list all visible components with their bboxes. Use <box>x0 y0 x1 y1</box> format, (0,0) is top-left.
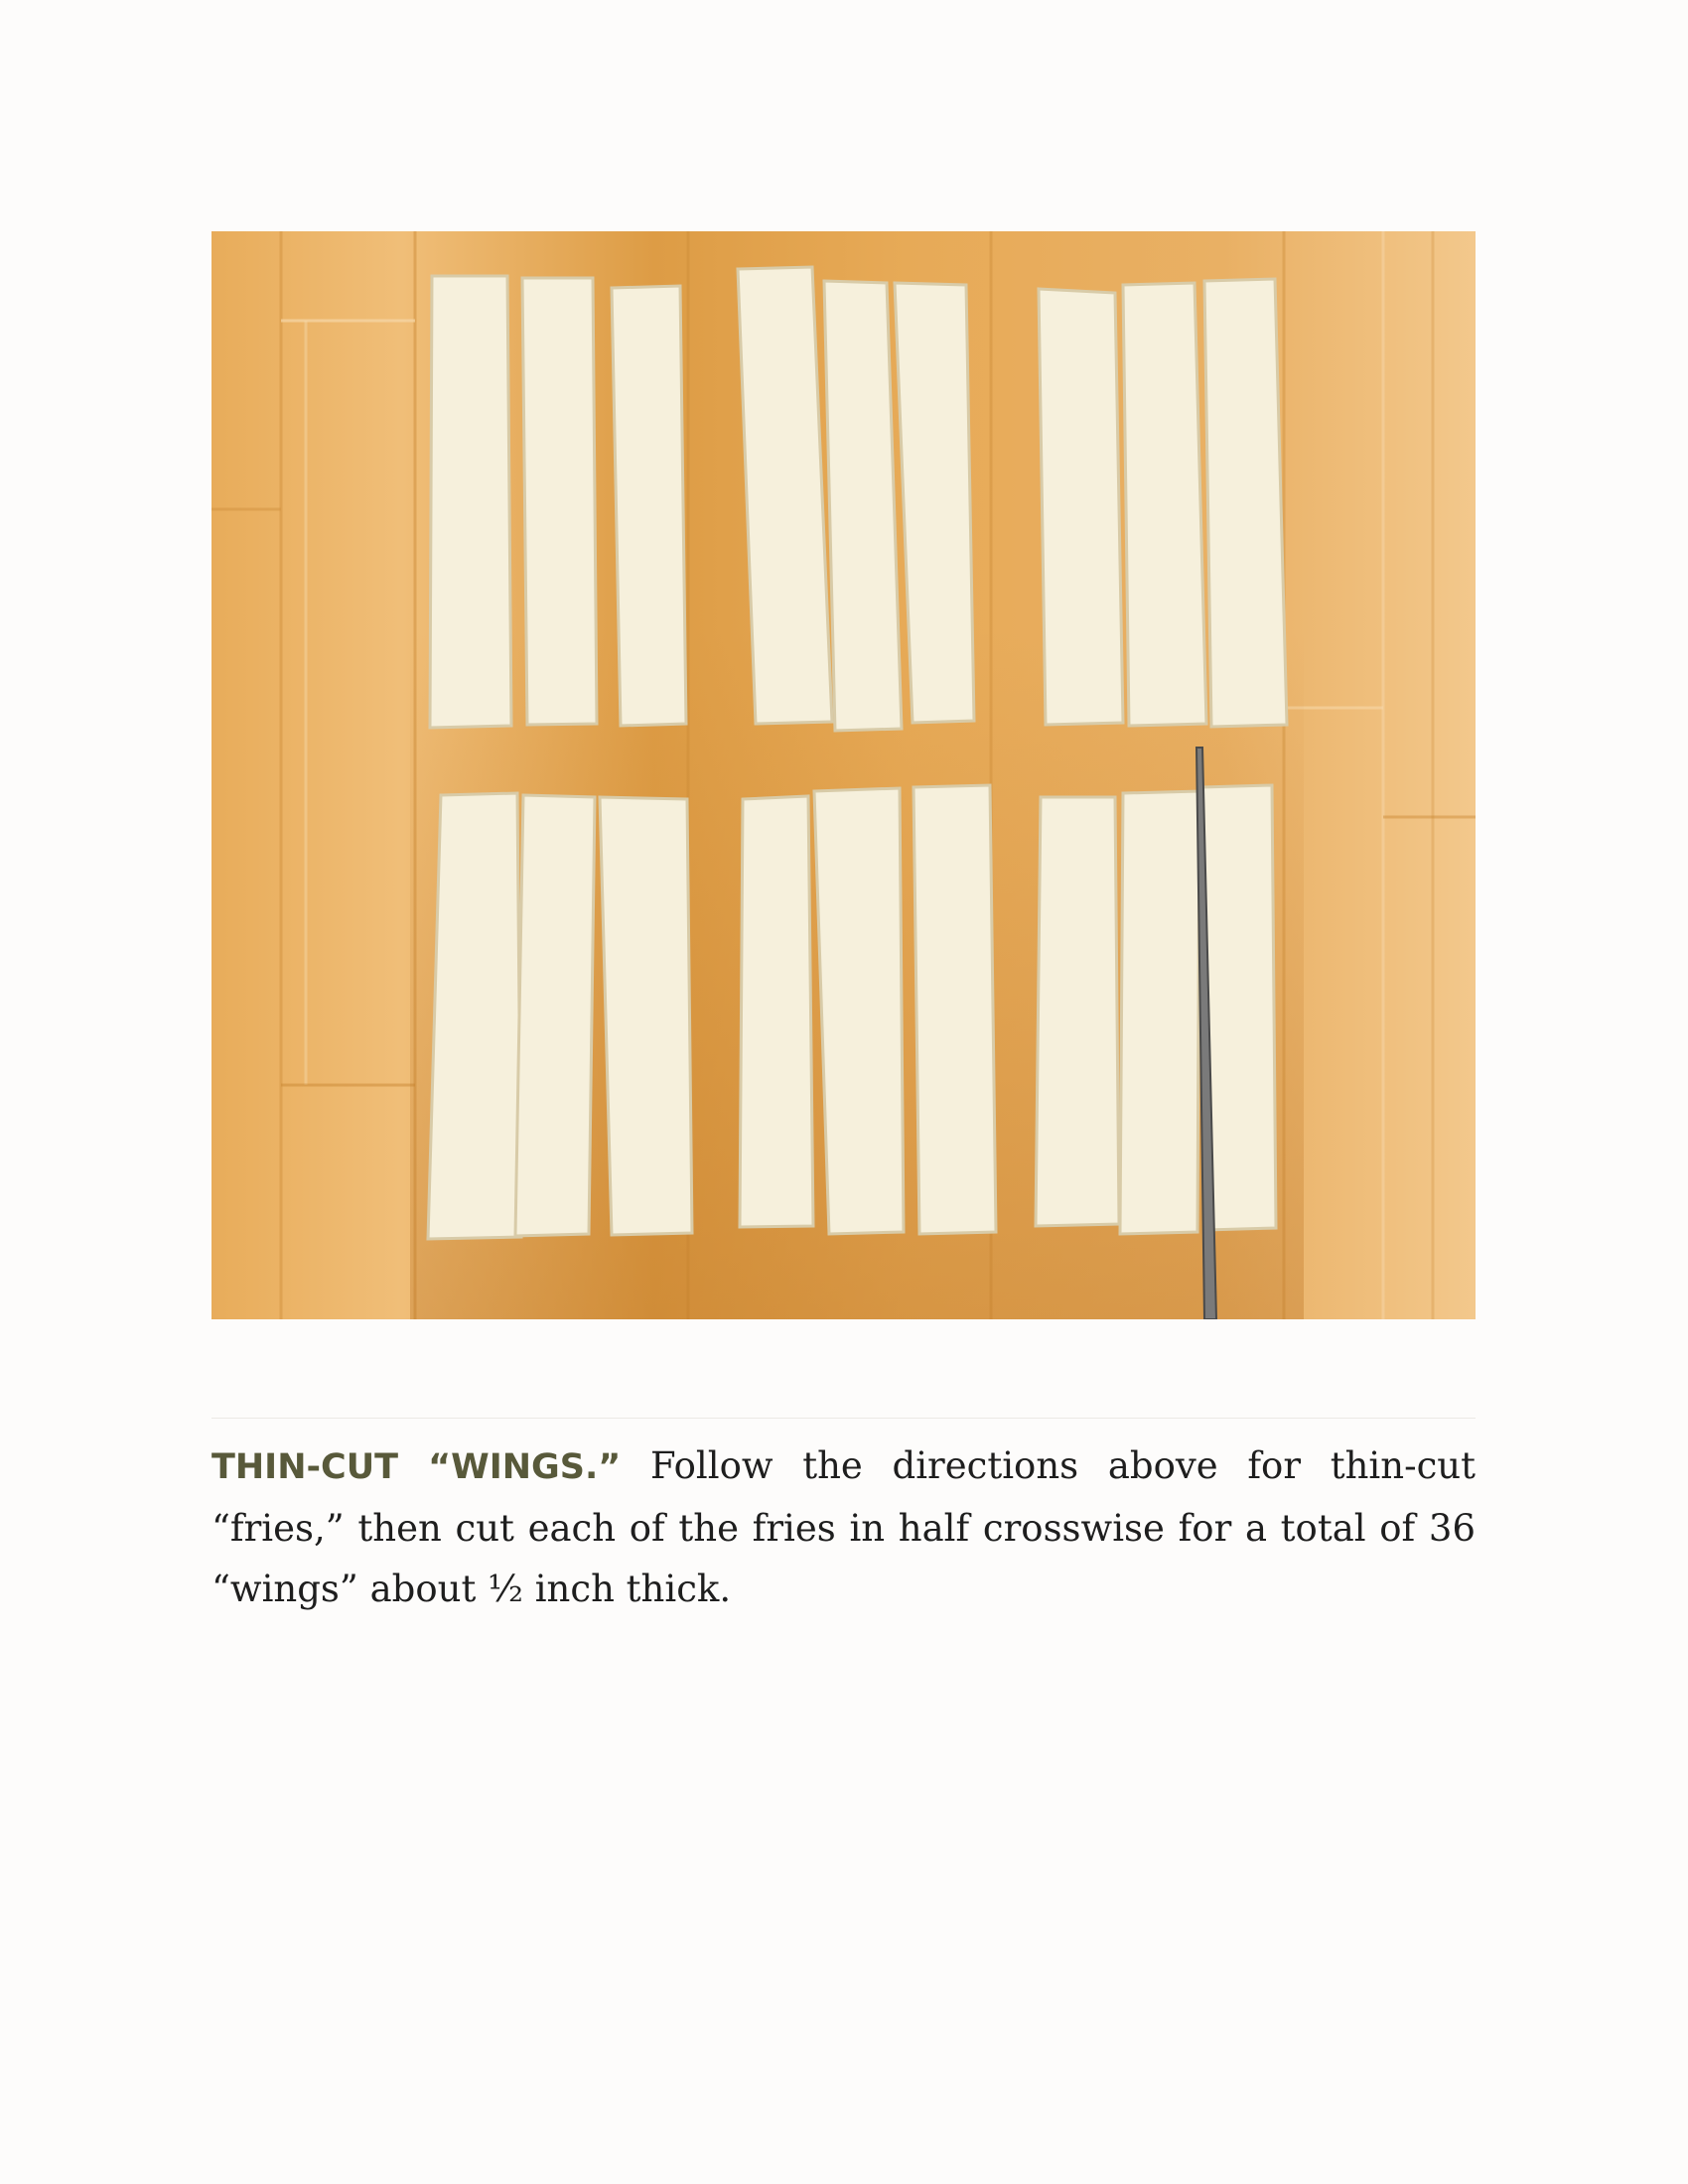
tofu-strip <box>600 797 692 1235</box>
tofu-strip <box>1120 791 1199 1234</box>
tofu-strip <box>515 795 595 1236</box>
tofu-strips-bottom-row <box>428 785 1276 1239</box>
tofu-strips-top-row <box>430 267 1287 731</box>
tofu-strip <box>914 785 996 1234</box>
tofu-strip <box>612 286 686 726</box>
tofu-strip <box>824 281 902 731</box>
tofu-strip <box>1039 289 1123 725</box>
caption-heading: THIN-CUT “WINGS.” <box>211 1447 622 1487</box>
tofu-strip <box>1204 279 1287 727</box>
tofu-strip <box>1036 797 1119 1226</box>
tofu-strip <box>1123 283 1206 726</box>
tofu-strip <box>814 788 904 1234</box>
caption-divider <box>211 1418 1476 1419</box>
tofu-photo <box>211 231 1476 1319</box>
tofu-strip <box>522 278 597 725</box>
caption-body: Follow the directions above for thin-cut “fries,” then cut each of the fries in half crosswise for a total of 36 “wings” about ½ inch thick. <box>211 1444 1476 1610</box>
photo-caption <box>211 1435 1476 1619</box>
tofu-strip <box>428 793 521 1239</box>
tofu-strip <box>740 796 813 1227</box>
tofu-strip <box>430 276 511 728</box>
